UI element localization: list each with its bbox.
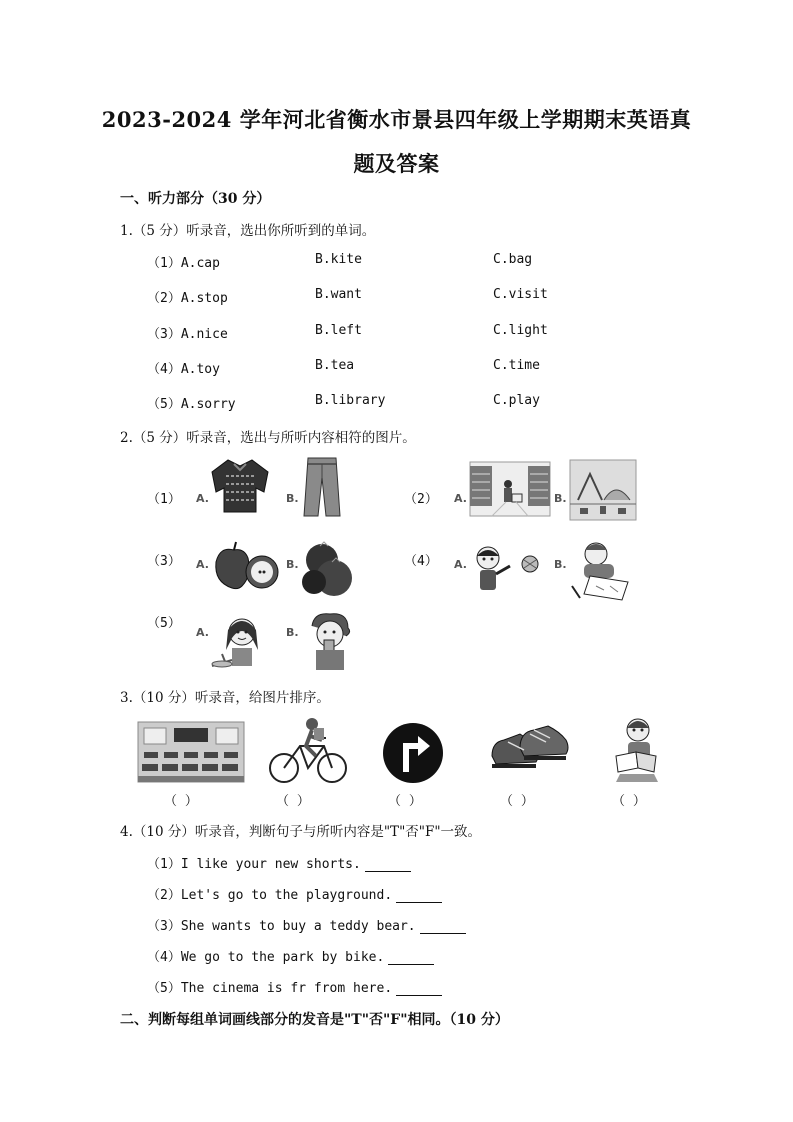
q2-item-number: （4） [404,554,438,569]
q1-option-c: C.visit [493,287,548,302]
boy-drawing-icon [570,540,636,602]
q1-option-b: B.tea [315,358,355,373]
shoes-icon [490,722,570,782]
q1-option-c: C.time [493,358,540,373]
q2-item-number: （2） [404,492,438,507]
q2-label-a: A. [454,558,467,571]
q4-answer-blank[interactable] [365,857,411,872]
q4-answer-blank[interactable] [420,919,466,934]
q4-statement [147,853,411,872]
q2-item-number: （5） [147,616,181,631]
q1-option-b: B.left [315,323,362,338]
q2-item-number: （1） [147,492,181,507]
q2-label-b: B. [286,626,299,639]
q2-label-b: B. [286,492,299,505]
playground-icon [570,460,636,520]
q4-answer-blank[interactable] [396,888,442,903]
classroom-icon [138,722,244,782]
q4-statement-text: （5）The cinema is fr from here. [147,981,393,996]
boy-drinking-icon [304,612,354,674]
q4-statement [147,946,434,965]
question-3-prompt: 3.（10 分）听录音，给图片排序。 [120,690,330,706]
sweater-icon [210,456,270,516]
q4-statement-text: （1）I like your new shorts. [147,857,361,872]
section-heading-listening: 一、听力部分（30 分） [120,191,271,207]
bicycle-rider-icon [268,716,348,786]
q2-label-b: B. [554,558,567,571]
question-1-prompt: 1.（5 分）听录音，选出你所听到的单词。 [120,223,376,239]
q1-option-b: B.kite [315,252,362,267]
apple-icon [212,542,280,592]
q4-statement [147,977,442,996]
page-title: 2023-2024 学年河北省衡水市景县四年级上学期期末英语真 [101,107,692,132]
q1-option-b: B.want [315,287,362,302]
q3-answer-blank[interactable]: （ ） [500,794,534,809]
q2-label-a: A. [454,492,467,505]
q1-option-b: B.library [315,393,386,408]
q1-option-a: （4）A.toy [147,362,220,377]
question-4-prompt: 4.（10 分）听录音，判断句子与所听内容是"T"否"F"一致。 [120,824,482,840]
q1-option-a: （1）A.cap [147,256,220,271]
q1-option-a: （5）A.sorry [147,397,236,412]
q4-statement-text: （3）She wants to buy a teddy bear. [147,919,416,934]
section-heading-pronunciation: 二、判断每组单词画线部分的发音是"T"否"F"相同。（10 分） [120,1012,509,1028]
q1-option-c: C.light [493,323,548,338]
q4-statement [147,915,466,934]
q3-answer-blank[interactable]: （ ） [388,794,422,809]
tomato-icon [300,540,358,598]
boy-ball-icon [470,544,544,596]
jeans-icon [300,456,344,518]
q1-option-a: （3）A.nice [147,327,228,342]
q2-item-number: （3） [147,554,181,569]
q2-label-a: A. [196,492,209,505]
q2-label-b: B. [286,558,299,571]
q4-answer-blank[interactable] [396,981,442,996]
q1-option-c: C.bag [493,252,533,267]
q4-statement-text: （4）We go to the park by bike. [147,950,385,965]
q4-statement-text: （2）Let's go to the playground. [147,888,393,903]
q4-answer-blank[interactable] [388,950,434,965]
q4-statement [147,884,442,903]
q2-label-a: A. [196,558,209,571]
q3-answer-blank[interactable]: （ ） [164,794,198,809]
q3-answer-blank[interactable]: （ ） [276,794,310,809]
boy-reading-icon [606,716,668,784]
q2-label-b: B. [554,492,567,505]
q1-option-c: C.play [493,393,540,408]
girl-eating-icon [210,610,270,670]
turn-right-sign-icon [382,722,444,784]
supermarket-icon [470,462,550,516]
q2-label-a: A. [196,626,209,639]
q1-option-a: （2）A.stop [147,291,228,306]
question-2-prompt: 2.（5 分）听录音，选出与所听内容相符的图片。 [120,430,416,446]
page-title-line2: 题及答案 [353,151,440,176]
q3-answer-blank[interactable]: （ ） [612,794,646,809]
